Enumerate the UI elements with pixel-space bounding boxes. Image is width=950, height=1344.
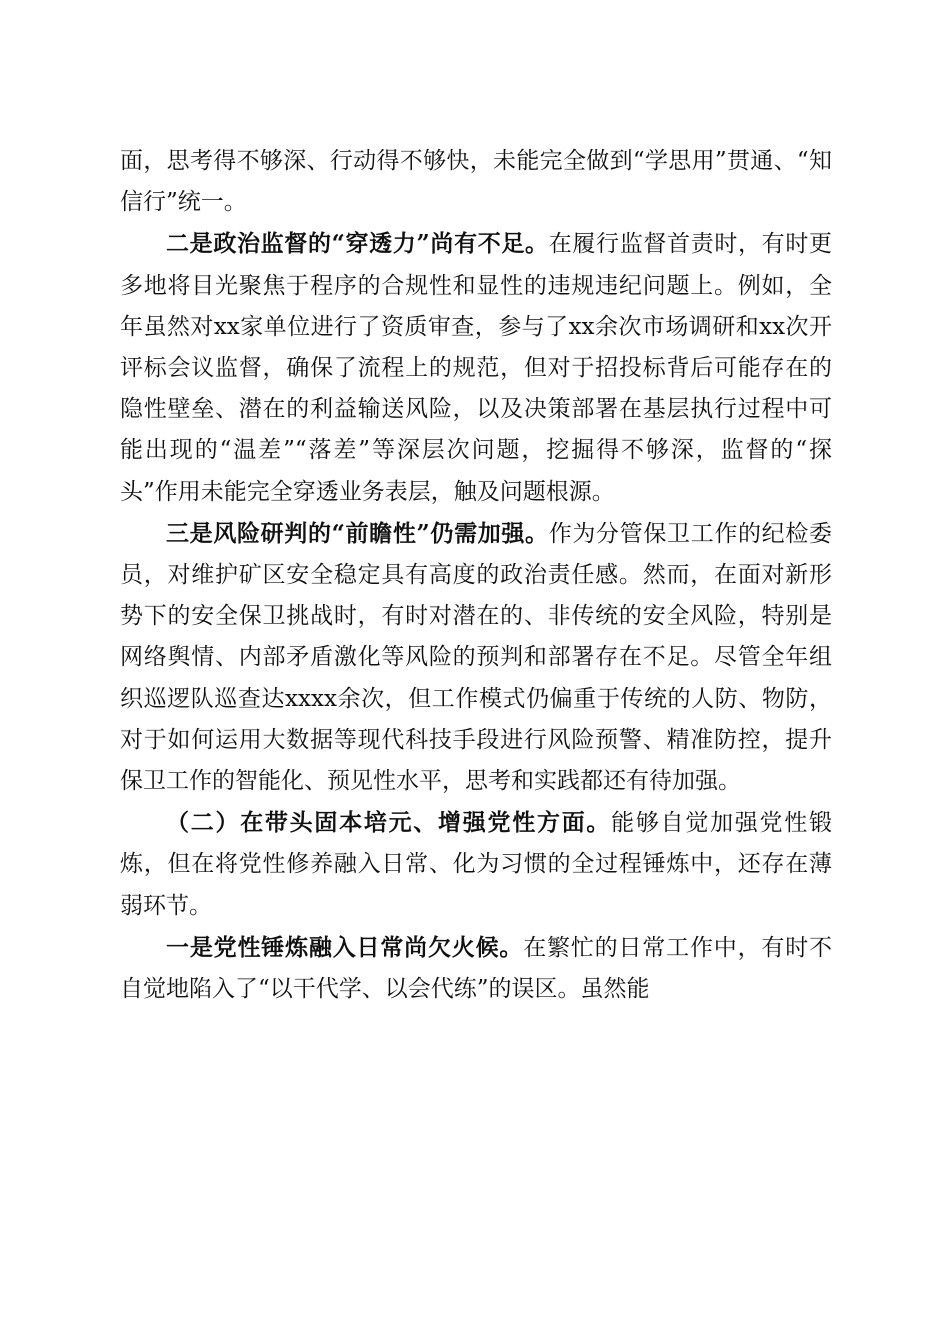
document-page (120, 140, 832, 1010)
paragraph-lead: 三是风险研判的“前瞻性”仍需加强。 (166, 519, 549, 547)
paragraph-lead: 二是政治监督的“穿透力”尚有不足。 (166, 230, 549, 258)
paragraph-text: 作为分管保卫工作的纪检委员，对维护矿区安全稳定具有高度的政治责任感。然而，在面对新形势下的安全保卫挑战时，有时对潜在的、非传统的安全风险，特别是网络舆情、内部矛盾激化等风险的预判和部署存在不足。尽管全年组织巡逻队巡查达xxxx余次，但工作模式仍偏重于传统的人防、物防，对于如何运用大数据等现代科技手段进行风险预警、精准防控，提升保卫工作的智能化、预见性水平，思考和实践都还有待加强。 (120, 520, 832, 795)
paragraph-text: 在履行监督首责时，有时更多地将目光聚焦于程序的合规性和显性的违规违纪问题上。例如，全年虽然对xx家单位进行了资质审查，参与了xx余次市场调研和xx次开评标会议监督，确保了流程上的规范，但对于招投标背后可能存在的隐性壁垒、潜在的利益输送风险，以及决策部署在基层执行过程中可能出现的“温差”“落差”等深层次问题，挖掘得不够深，监督的“探头”作用未能完全穿透业务表层，触及问题根源。 (120, 231, 832, 505)
paragraph-lead: 一是党性锤炼融入日常尚欠火候。 (166, 933, 524, 961)
paragraph-text: 面，思考得不够深、行动得不够快，未能完全做到“学思用”贯通、“知信行”统一。 (120, 148, 832, 216)
paragraph-political-supervision (120, 223, 832, 512)
section-heading-party-spirit (120, 802, 832, 927)
paragraph-continuation (120, 140, 832, 223)
paragraph-text: 能够自觉加强党性锻炼，但在将党性修养融入日常、化为习惯的全过程锤炼中，还存在薄弱环节。 (120, 810, 833, 919)
paragraph-risk-assessment (120, 513, 832, 802)
paragraph-text: 在繁忙的日常工作中，有时不自觉地陷入了“以干代学、以会代练”的误区。虽然能 (120, 934, 833, 1003)
paragraph-lead: （二）在带头固本培元、增强党性方面。 (166, 809, 612, 837)
paragraph-party-tempering (120, 927, 832, 1010)
